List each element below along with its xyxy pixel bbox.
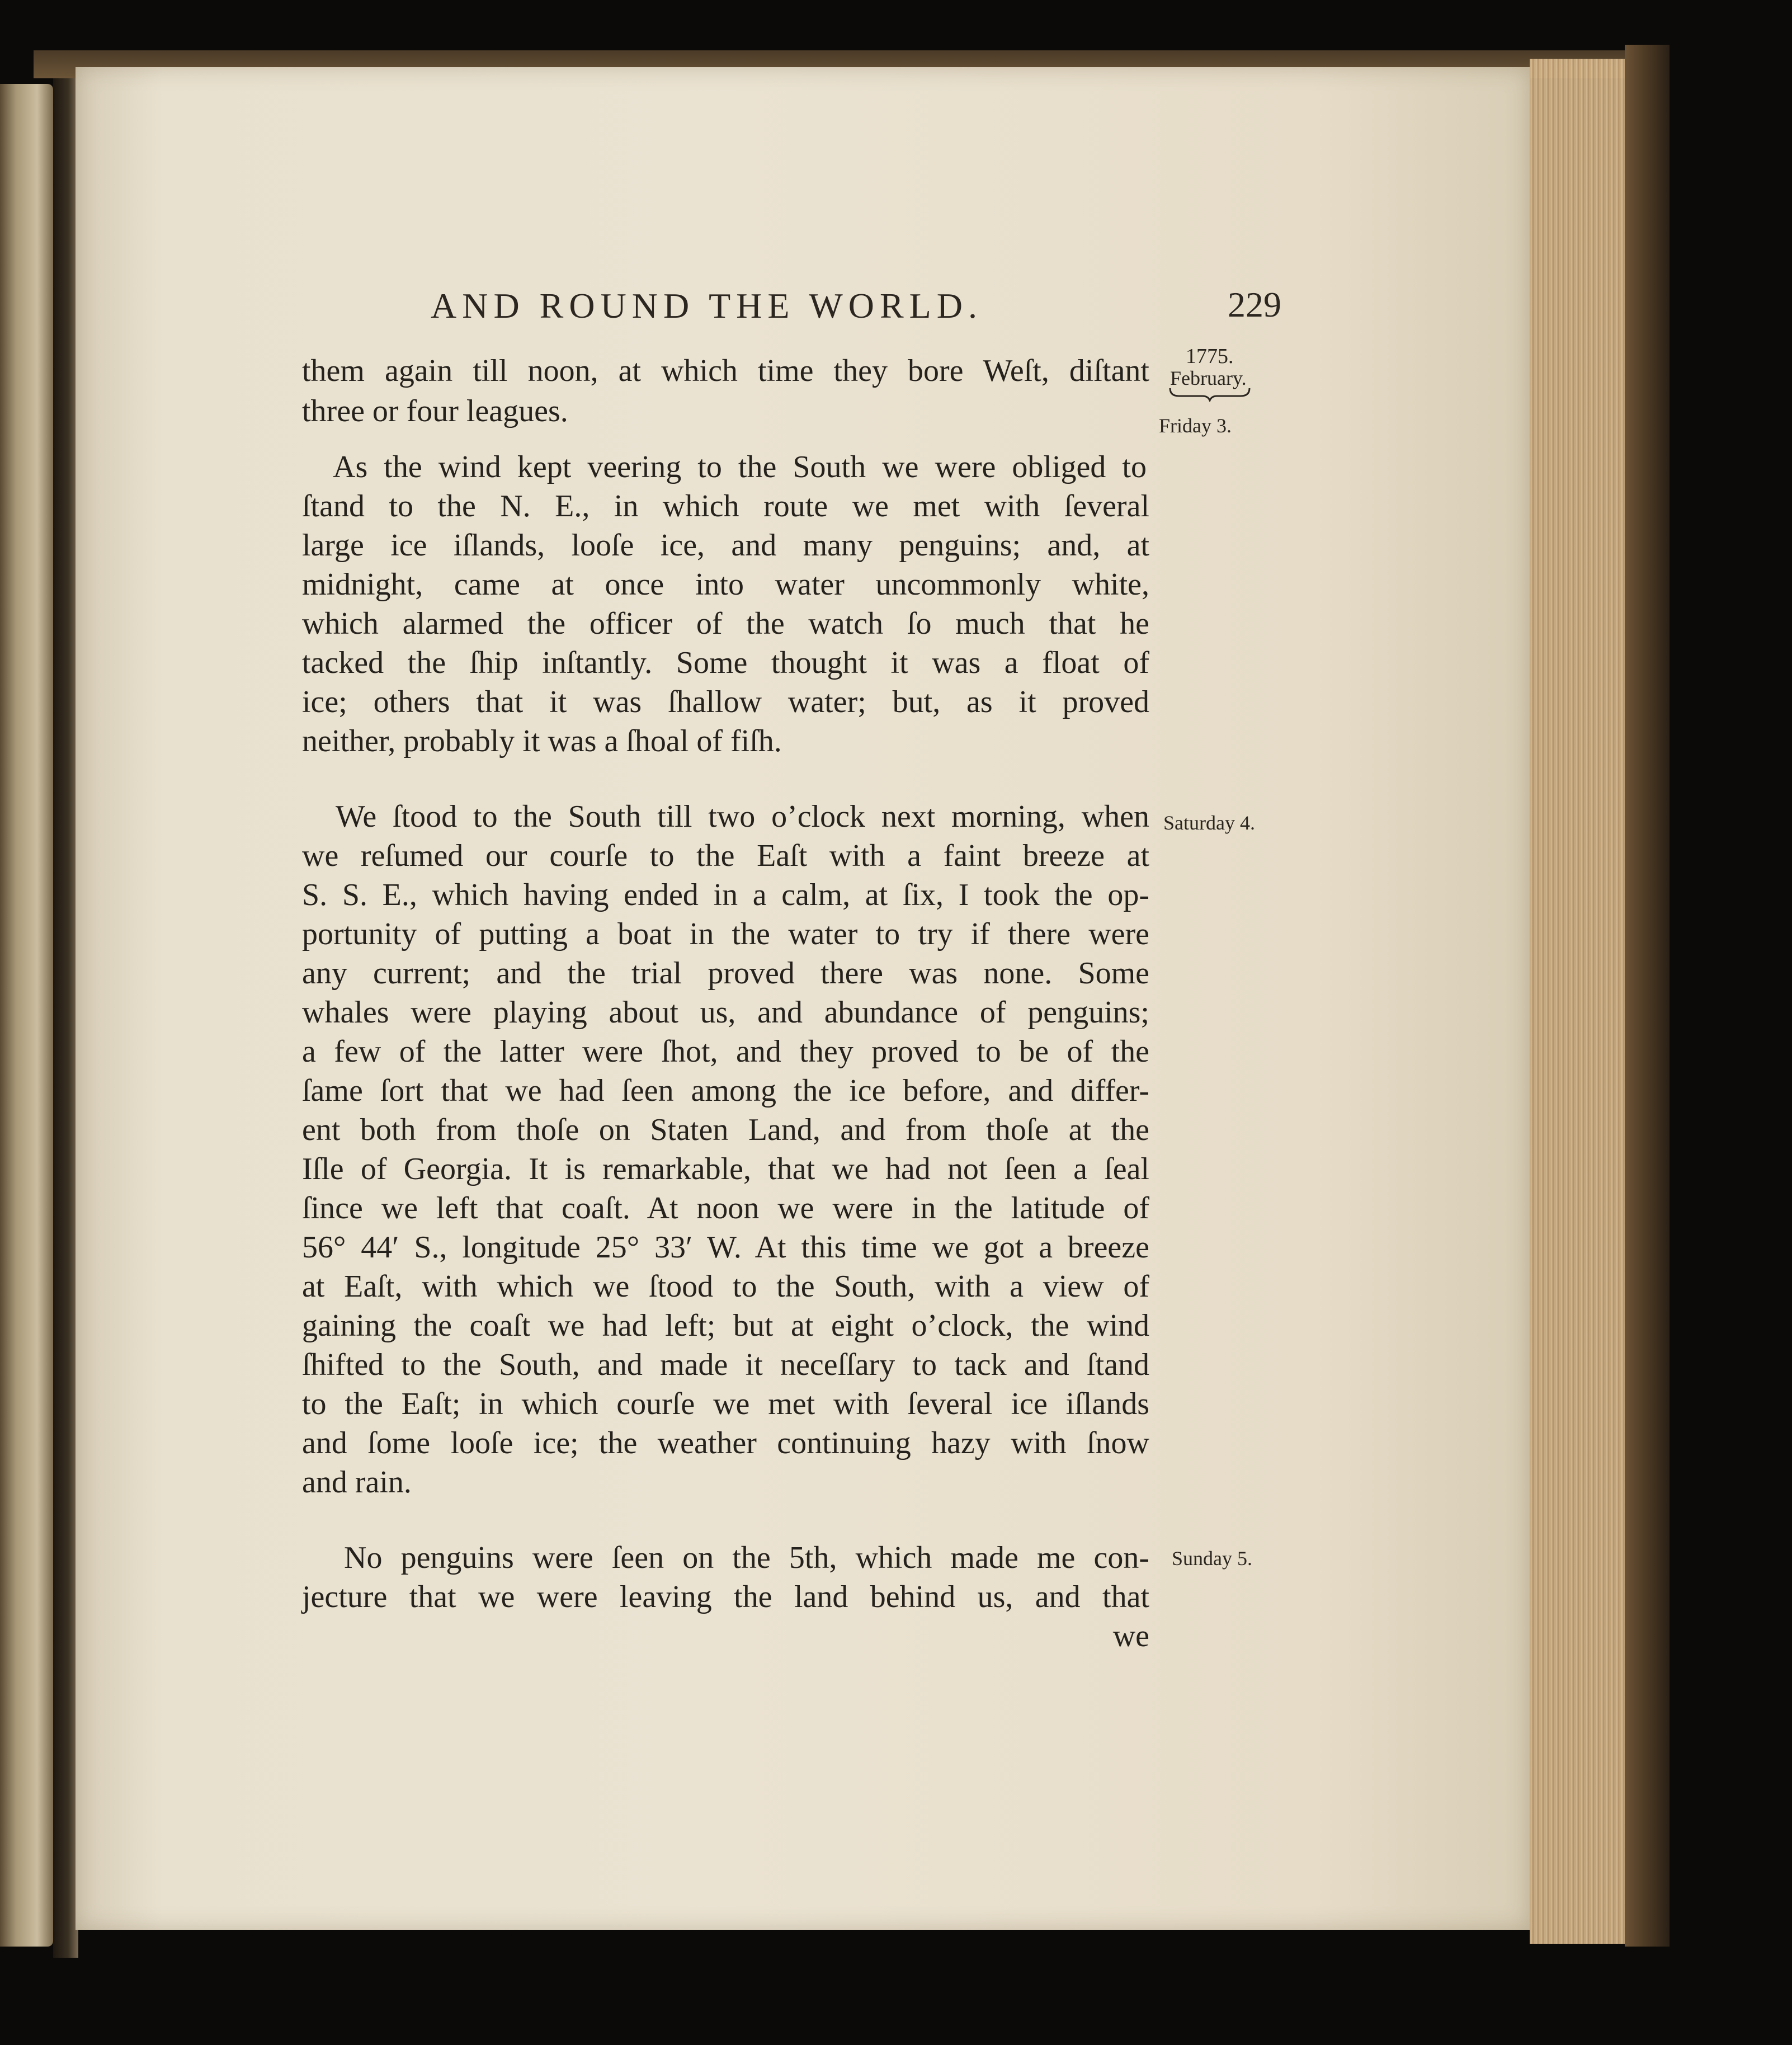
text-line: Iſle of Georgia. It is remarkable, that we had not ſeen a ſeal	[302, 1152, 1149, 1186]
text-line: to the Eaſt; in which courſe we met with ſeveral ice iſlands	[302, 1387, 1149, 1421]
text-line: them again till noon, at which time they bore Weſt, diſtant	[302, 354, 1149, 388]
text-line: tacked the ſhip inſtantly. Some thought it was a float of	[302, 645, 1149, 680]
text-line: large ice iſlands, looſe ice, and many penguins; and, at	[302, 528, 1149, 563]
text-line: ent both from thoſe on Staten Land, and from thoſe at the	[302, 1113, 1149, 1147]
text-line: midnight, came at once into water uncommonly white,	[302, 567, 1149, 602]
text-line: portunity of putting a boat in the water to try if there were	[302, 917, 1149, 951]
text-line: three or four leagues.	[302, 394, 568, 428]
margin-year: 1775.	[1186, 345, 1234, 368]
text-line: We ſtood to the South till two o’clock next morning, when	[336, 799, 1149, 834]
margin-note-sunday: Sunday 5.	[1172, 1547, 1252, 1570]
text-line: at Eaſt, with which we ſtood to the South, with a view of	[302, 1269, 1149, 1304]
text-line: ſame ſort that we had ſeen among the ice before, and differ-	[302, 1073, 1149, 1108]
text-line: and ſome looſe ice; the weather continuing hazy with ſnow	[302, 1426, 1149, 1460]
margin-note-friday: Friday 3.	[1159, 414, 1232, 437]
text-line: ſtand to the N. E., in which route we met with ſeveral	[302, 489, 1149, 524]
text-line: ice; others that it was ſhallow water; but, as it proved	[302, 685, 1149, 719]
text-line: gaining the coaſt we had left; but at eight o’clock, the wind	[302, 1308, 1149, 1343]
text-line: which alarmed the officer of the watch ſo much that he	[302, 606, 1149, 641]
book-gutter	[53, 78, 78, 1958]
previous-page-edge	[0, 84, 53, 1947]
back-cover-edge	[1625, 45, 1670, 1947]
text-line: and rain.	[302, 1465, 412, 1500]
page-fore-edge	[1530, 59, 1628, 1944]
text-line: we reſumed our courſe to the Eaſt with a faint breeze at	[302, 838, 1149, 873]
text-line: ſhifted to the South, and made it neceſſary to tack and ſtand	[302, 1347, 1149, 1382]
text-line: As the wind kept veering to the South we were obliged to	[333, 450, 1147, 484]
text-line: jecture that we were leaving the land behind us, and that	[302, 1580, 1149, 1614]
text-line: No penguins were ſeen on the 5th, which made me con-	[344, 1540, 1149, 1575]
text-line: neither, probably it was a ſhoal of fiſh.	[302, 724, 782, 758]
page-number: 229	[1228, 285, 1281, 324]
text-line: 56° 44′ S., longitude 25° 33′ W. At this time we got a breeze	[302, 1230, 1149, 1265]
running-head: AND ROUND THE WORLD.	[431, 286, 983, 326]
catchword: we	[1112, 1619, 1149, 1653]
margin-brace	[1168, 386, 1252, 402]
text-line: S. S. E., which having ended in a calm, at ſix, I took the op-	[302, 878, 1149, 912]
text-line: any current; and the trial proved there was none. Some	[302, 956, 1149, 991]
margin-month: February.	[1170, 367, 1247, 389]
text-line: a few of the latter were ſhot, and they proved to be of the	[302, 1034, 1149, 1069]
margin-note-saturday: Saturday 4.	[1163, 812, 1255, 834]
text-line: ſince we left that coaſt. At noon we were in the latitude of	[302, 1191, 1149, 1226]
text-line: whales were playing about us, and abundance of penguins;	[302, 995, 1149, 1030]
